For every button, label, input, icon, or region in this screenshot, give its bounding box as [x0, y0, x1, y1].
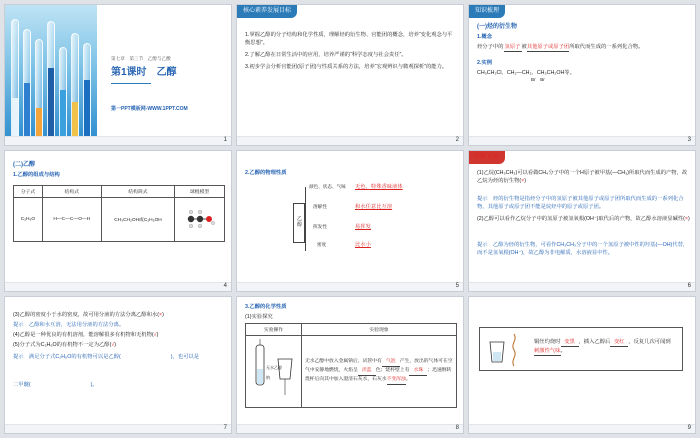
- slide-title: 3.乙醇的化学性质: [245, 304, 287, 310]
- prop-label: 密度: [317, 242, 327, 247]
- copper-experiment-text: 铜丝灼烧时 变黑 ，插入乙醇后 变红 ，反复几次可闻到刺激性气味。: [534, 338, 680, 356]
- judge-item-3: (3)乙醇的密度小于水的密度，故可用分液的方法分离乙醇和水(×): [13, 312, 164, 318]
- slide-footer-bar: [5, 136, 231, 145]
- slide-thumbnail-8[interactable]: [236, 296, 464, 434]
- example-heading: 2.实例: [477, 60, 493, 66]
- table-cell: C₂H₆O: [14, 198, 43, 242]
- sub-heading: 1.乙醇的组成与结构: [13, 172, 60, 178]
- slide-footer-bar: [5, 282, 231, 291]
- slide-number: 5: [455, 283, 459, 289]
- prop-label: 颜色、状态、气味: [309, 184, 346, 189]
- slide-thumbnail-2[interactable]: [236, 4, 464, 146]
- slide-thumbnail-6[interactable]: [468, 150, 696, 292]
- table-header: 分子式: [14, 186, 43, 198]
- hint-2: 提示 乙醇为烃的衍生物，可看作CH₃CH₃分子中的一个氢原子被中性的羟基(—OH)代替，而不是氢氧根(OH⁻)，故乙醇为非电解质，水溶液显中性。: [477, 242, 689, 257]
- table-cell: H—C—C—O—H: [42, 198, 101, 242]
- hint-3: 提示 乙醇和水互溶，无法用分液的方法分离。: [13, 322, 125, 328]
- concept-heading: 1.概念: [477, 34, 493, 40]
- center-box: [293, 203, 305, 243]
- prop-value: 比水小: [355, 242, 371, 248]
- prop-label: 挥发性: [313, 224, 327, 229]
- slide-title: 第1课时 乙醇: [111, 67, 177, 78]
- title-underline: [111, 83, 151, 84]
- hint-1: 提示 烃的衍生物是指烃分子中的氢原子被其他原子或原子团所取代而生成的一系列化合物，其他原子或原子团不能是烷烃中的原子或原子团。: [477, 196, 684, 211]
- judge-item-2: (2)乙醇可以看作乙烷分子中的氢原子被氢氧根(OH⁻)取代后的产物，故乙醇水溶液显碱性(×): [477, 216, 690, 222]
- slide-number: 9: [687, 425, 691, 431]
- table-header: 结构式: [42, 186, 101, 198]
- slide-header: 知识梳理: [469, 5, 505, 18]
- prop-value: 无色、特殊香味液体: [355, 184, 403, 190]
- hint-4: 提示 满足分子式C₂H₆O的有机物可以是乙醇( )，也可以是: [13, 354, 200, 360]
- table-header: 结构简式: [101, 186, 174, 198]
- sub-heading: (1)实验探究: [245, 314, 273, 320]
- concept-text: 烃分子中的氢原子被其他原子或原子团所取代而生成的一系列化合物。: [477, 43, 691, 52]
- center-label: 乙醇: [297, 216, 303, 228]
- slide-number: 2: [455, 137, 459, 143]
- goal-2: 2.了解乙醇在日常生活中的应用，培养严谨的“科学态度与社会责任”。: [245, 52, 407, 58]
- slide-footer-bar: [469, 136, 695, 145]
- goal-3: 3.初步学会分析官能团(原子团)与性质关系的方法，培养“宏观辨识与微观探析”的能力。: [245, 64, 448, 70]
- observation-cell: 无水乙醇中放入金属钠后，试管中有 气泡 产生，放出的气体可在空气中安静地燃烧，火焰呈 淡蓝 色；烧杯壁上有 水珠 ；迅速倒转烧杯后向其中加入澄清石灰水，石灰水不变浑浊。: [302, 336, 457, 408]
- table-header: 球棍模型: [175, 186, 225, 198]
- prop-label: 溶解性: [313, 204, 327, 209]
- ball-stick-model-icon: [185, 208, 215, 230]
- slide-number: 3: [687, 137, 691, 143]
- slide-thumbnail-5[interactable]: [236, 150, 464, 292]
- prop-value: 和水任意比互溶: [355, 204, 393, 210]
- slide-footer-bar: [237, 424, 463, 433]
- copper-wire-apparatus-icon: [484, 332, 528, 368]
- slide-thumbnail-7[interactable]: [4, 296, 232, 434]
- example-formulas: CH₃CH₂Cl、CH₂—CH₂、CH₃CH₂OH等。: [477, 70, 575, 76]
- slide-number: 1: [223, 137, 227, 143]
- section-heading: (二)乙醇: [13, 162, 35, 168]
- svg-text:无水乙醇: 无水乙醇: [265, 364, 282, 370]
- slide-thumbnail-1[interactable]: [4, 4, 232, 146]
- table-header: 实验现象: [302, 324, 457, 336]
- table-cell: CH₃CH₂OH或C₂H₅OH: [101, 198, 174, 242]
- slide-thumbnail-4[interactable]: [4, 150, 232, 292]
- experiment-box: [479, 327, 683, 371]
- slide-footer-bar: [237, 282, 463, 291]
- slide-footer-bar: [469, 282, 695, 291]
- goal-1: 1.掌握乙醇的分子结构和化学性质，理解烃的衍生物、官能团的概念，培养“变化观念与平衡思想”。: [245, 32, 453, 47]
- slide-thumbnail-9[interactable]: [468, 296, 696, 434]
- breadcrumb: 第七章 第三节 乙醇与乙酸: [111, 56, 171, 61]
- hint-4-cont: 二甲醚( )。: [13, 382, 98, 388]
- slide-thumbnail-3[interactable]: [468, 4, 696, 146]
- section-heading: (一)烃的衍生物: [477, 24, 517, 30]
- judge-item-1: (1)乙烷(CH₃CH₃)可以看做CH₄分子中的一个H原子被甲基(—CH₃)所取代而生成的产物，故乙烷为烃的衍生物(×): [477, 170, 688, 185]
- test-tube-apparatus-icon: [250, 339, 298, 403]
- slide-footer-bar: [237, 136, 463, 145]
- slide-header: 核心素养发展目标: [237, 5, 297, 18]
- judge-item-4: (4)乙醇是一种优良的有机溶剂，能溶解很多有机物和无机物(√): [13, 332, 159, 338]
- slide-header: 判断正误: [469, 151, 505, 164]
- slide-footer-bar: [469, 424, 695, 433]
- svg-text:钠: 钠: [265, 374, 270, 380]
- example-formula-sub: Br Br: [531, 77, 545, 82]
- bracket-line: [305, 187, 306, 251]
- slide-number: 4: [223, 283, 227, 289]
- judge-item-5: (5)分子式为C₂H₆O的有机物不一定为乙醇(√): [13, 342, 117, 348]
- table-header: 实验操作: [246, 324, 302, 336]
- experiment-table: [245, 323, 457, 408]
- slide-number: 7: [223, 425, 227, 431]
- test-tubes-image: [5, 5, 97, 139]
- apparatus-cell: [246, 336, 302, 408]
- slide-title: 2.乙醇的物理性质: [245, 170, 287, 176]
- structure-table: [13, 185, 225, 242]
- slide-number: 8: [455, 425, 459, 431]
- slide-footer-bar: [5, 424, 231, 433]
- slide-number: 6: [687, 283, 691, 289]
- footer-link[interactable]: 第一PPT模板网-WWW.1PPT.COM: [111, 106, 188, 112]
- prop-value: 易挥发: [355, 224, 371, 230]
- ball-stick-model-cell: [175, 198, 225, 242]
